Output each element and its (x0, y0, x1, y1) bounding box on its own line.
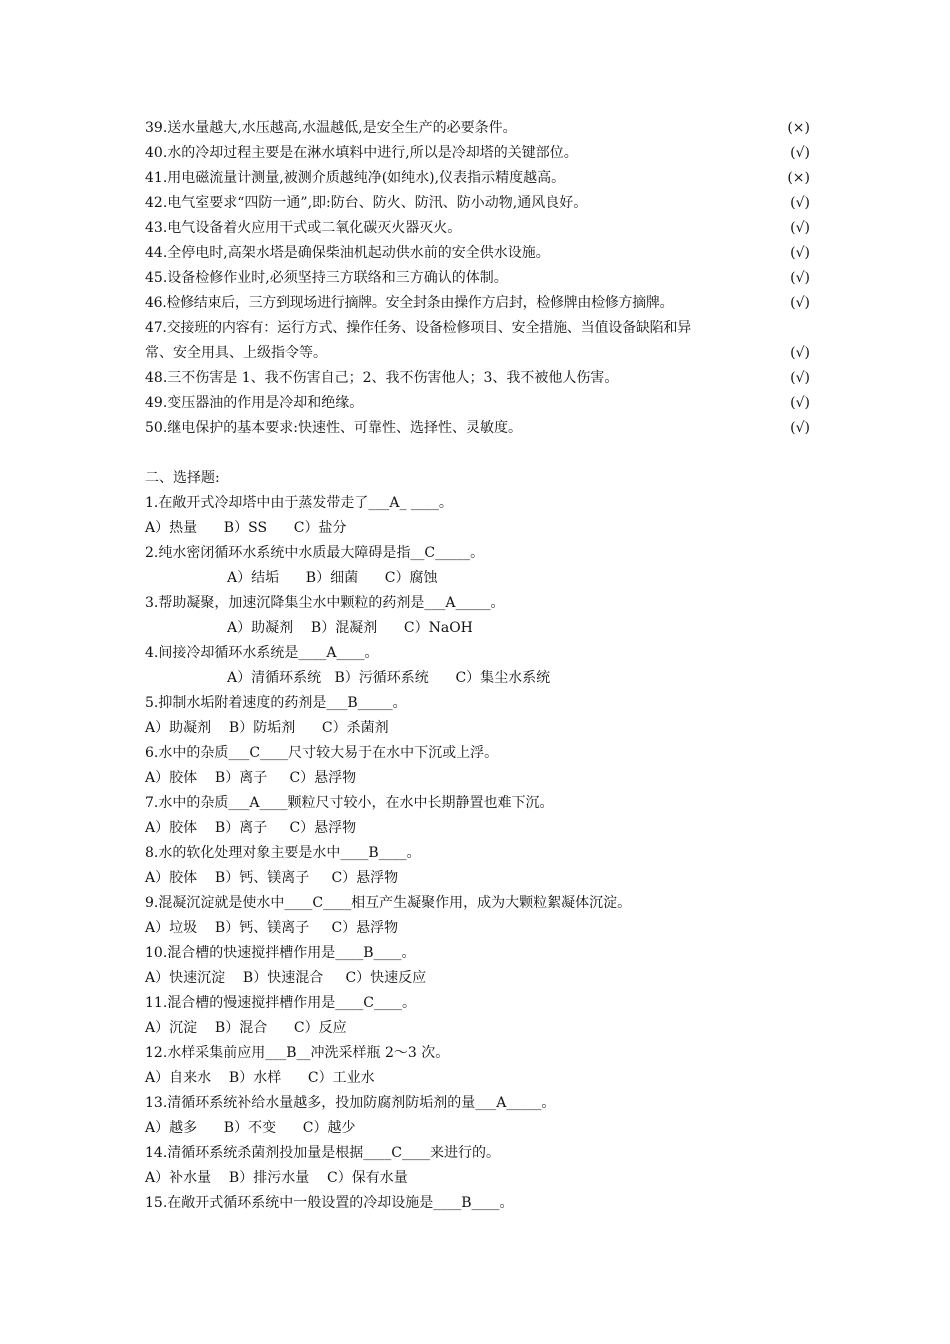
judgement-text: 44.全停电时,高架水塔是确保柴油机起动供水前的安全供水设施。 (145, 245, 550, 261)
judgement-mark: (√) (790, 395, 810, 411)
question-options: A）助凝剂 B）防垢剂 C）杀菌剂 (145, 720, 389, 736)
question-options: A）垃圾 B）钙、镁离子 C）悬浮物 (145, 920, 399, 936)
judgement-text: 常、安全用具、上级指令等。 (145, 345, 327, 361)
judgement-item (145, 391, 810, 416)
judgement-item (145, 116, 810, 141)
judgement-item (145, 191, 810, 216)
judgement-text: 47.交接班的内容有：运行方式、操作任务、设备检修项目、安全措施、当值设备缺陷和异 (145, 320, 692, 336)
true-false-section (145, 116, 810, 441)
question-text: 5.抑制水垢附着速度的药剂是___B_____。 (145, 695, 407, 711)
question-text: 1.在敞开式冷却塔中由于蒸发带走了___A_ ____。 (145, 495, 453, 511)
judgement-text: 50.继电保护的基本要求:快速性、可靠性、选择性、灵敏度。 (145, 420, 522, 436)
question-options: A）清循环系统 B）污循环系统 C）集尘水系统 (227, 670, 551, 686)
judgement-text: 48.三不伤害是 1、我不伤害自己；2、我不伤害他人；3、我不被他人伤害。 (145, 370, 619, 386)
question-options: A）热量 B）SS C）盐分 (145, 520, 347, 536)
question-options: A）胶体 B）离子 C）悬浮物 (145, 820, 357, 836)
question-options: A）补水量 B）排污水量 C）保有水量 (145, 1170, 408, 1186)
judgement-mark: (√) (790, 345, 810, 361)
judgement-mark: (√) (790, 370, 810, 386)
judgement-item (145, 141, 810, 166)
question-text: 7.水中的杂质___A____颗粒尺寸较小，在水中长期静置也难下沉。 (145, 795, 554, 811)
question-text: 14.清循环系统杀菌剂投加量是根据____C____来进行的。 (145, 1145, 500, 1161)
judgement-text: 49.变压器油的作用是冷却和绝缘。 (145, 395, 364, 411)
question-options: A）助凝剂 B）混凝剂 C）NaOH (227, 620, 473, 636)
question-options: A）自来水 B）水样 C）工业水 (145, 1070, 375, 1086)
question-text: 4.间接冷却循环水系统是____A____。 (145, 645, 379, 661)
judgement-item (145, 291, 810, 316)
judgement-mark: (√) (790, 145, 810, 161)
question-text: 3.帮助凝聚，加速沉降集尘水中颗粒的药剂是___A_____。 (145, 595, 505, 611)
question-text: 13.清循环系统补给水量越多，投加防腐剂防垢剂的量___A_____。 (145, 1095, 556, 1111)
judgement-text: 39.送水量越大,水压越高,水温越低,是安全生产的必要条件。 (145, 120, 517, 136)
question-text: 15.在敞开式循环系统中一般设置的冷却设施是____B____。 (145, 1195, 514, 1211)
question-text: 11.混合槽的慢速搅拌槽作用是____C____。 (145, 995, 416, 1011)
judgement-text: 41.用电磁流量计测量,被测介质越纯净(如纯水),仪表指示精度越高。 (145, 170, 566, 186)
question-text: 9.混凝沉淀就是使水中____C____相互产生凝聚作用，成为大颗粒絮凝体沉淀。 (145, 895, 632, 911)
question-options: A）越多 B）不变 C）越少 (145, 1120, 356, 1136)
question-options: A）沉淀 B）混合 C）反应 (145, 1020, 347, 1036)
judgement-mark: (√) (790, 420, 810, 436)
question-options: A）结垢 B）细菌 C）腐蚀 (227, 570, 438, 586)
judgement-item (145, 241, 810, 266)
judgement-text: 45.设备检修作业时,必须坚持三方联络和三方确认的体制。 (145, 270, 508, 286)
judgement-item (145, 416, 810, 441)
judgement-text: 46.检修结束后，三方到现场进行摘牌。安全封条由操作方启封，检修牌由检修方摘牌。 (145, 295, 674, 311)
judgement-text: 40.水的冷却过程主要是在淋水填料中进行,所以是冷却塔的关键部位。 (145, 145, 578, 161)
judgement-mark: (√) (790, 245, 810, 261)
judgement-mark: (√) (790, 270, 810, 286)
judgement-item (145, 366, 810, 391)
judgement-text: 42.电气室要求“四防一通”,即:防台、防火、防汛、防小动物,通风良好。 (145, 195, 588, 211)
judgement-mark: (√) (790, 195, 810, 211)
judgement-item (145, 266, 810, 291)
judgement-mark: (×) (787, 170, 810, 186)
section-title: 二、选择题: (145, 470, 220, 486)
multiple-choice-section (145, 466, 810, 1216)
judgement-mark: (×) (787, 120, 810, 136)
question-text: 8.水的软化处理对象主要是水中____B____。 (145, 845, 421, 861)
judgement-text: 43.电气设备着火应用干式或二氧化碳灭火器灭火。 (145, 220, 462, 236)
judgement-item (145, 316, 810, 366)
question-options: A）胶体 B）离子 C）悬浮物 (145, 770, 357, 786)
question-text: 12.水样采集前应用___B__冲洗采样瓶 2～3 次。 (145, 1045, 450, 1061)
judgement-item (145, 216, 810, 241)
judgement-mark: (√) (790, 295, 810, 311)
question-text: 10.混合槽的快速搅拌槽作用是____B____。 (145, 945, 416, 961)
question-text: 2.纯水密闭循环水系统中水质最大障碍是指__C_____。 (145, 545, 485, 561)
judgement-mark: (√) (790, 220, 810, 236)
question-options: A）胶体 B）钙、镁离子 C）悬浮物 (145, 870, 399, 886)
question-options: A）快速沉淀 B）快速混合 C）快速反应 (145, 970, 427, 986)
judgement-item (145, 166, 810, 191)
question-text: 6.水中的杂质___C____尺寸较大易于在水中下沉或上浮。 (145, 745, 499, 761)
